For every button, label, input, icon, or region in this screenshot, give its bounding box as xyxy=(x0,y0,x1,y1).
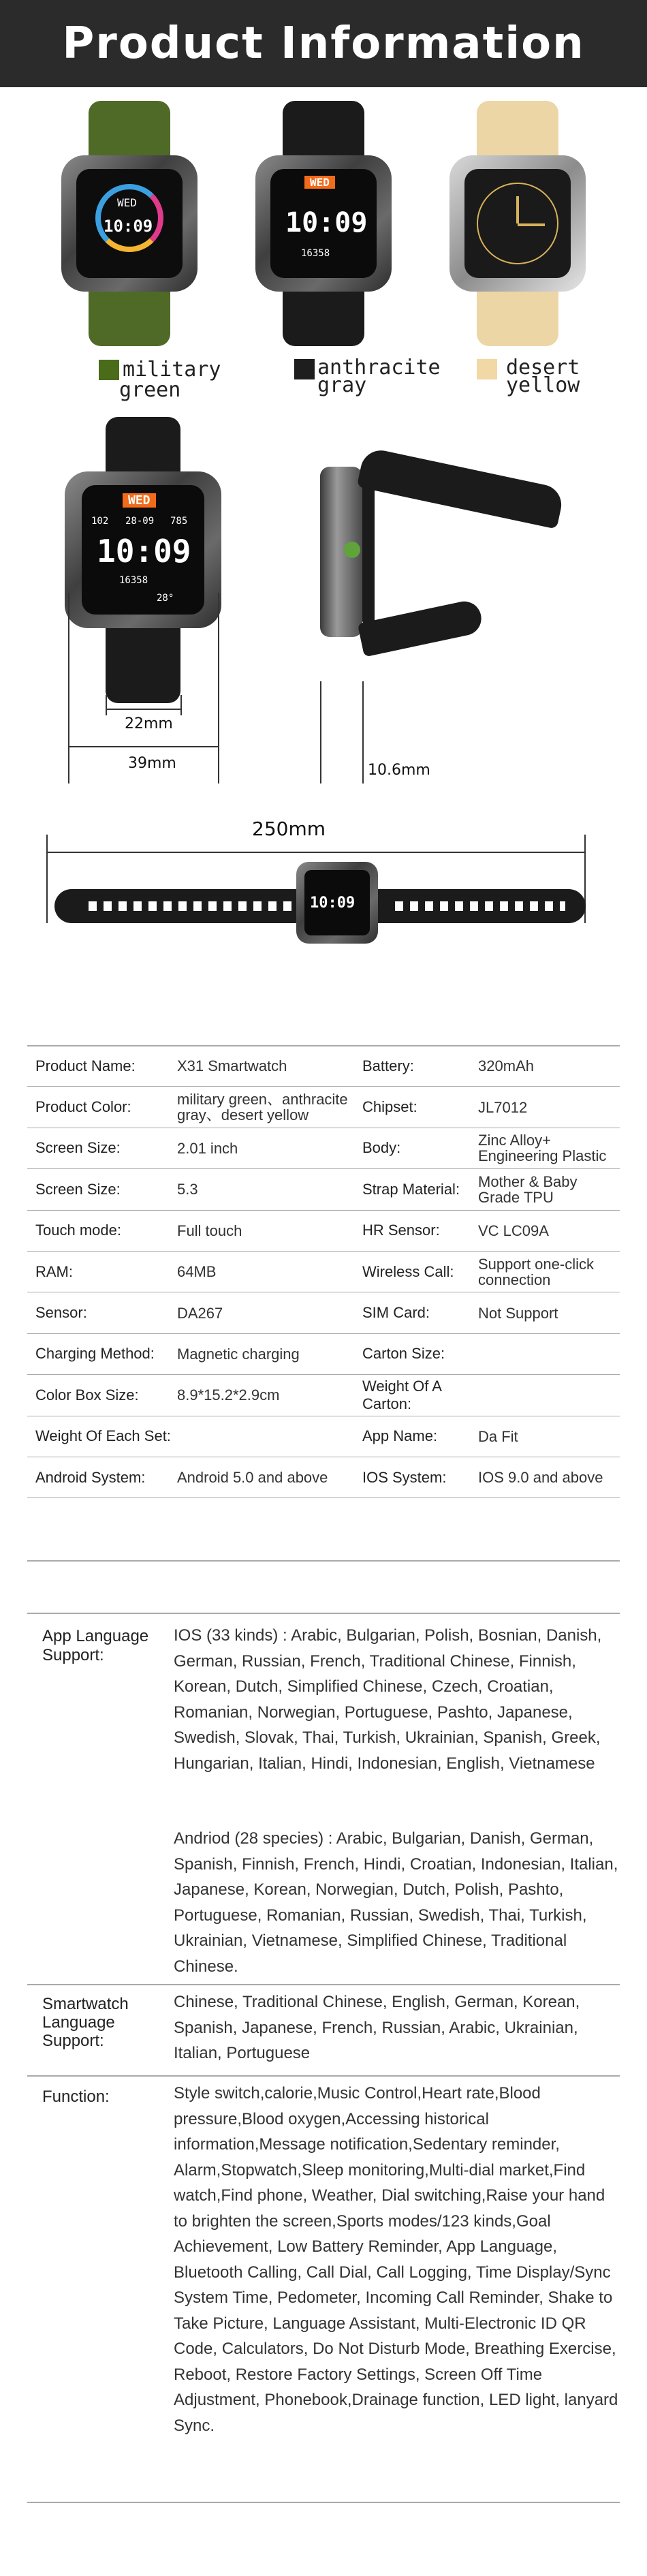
watch-side-view xyxy=(320,419,593,705)
watch2-day: WED xyxy=(304,176,335,189)
spec-value: military green、anthracite gray、desert yellow xyxy=(177,1091,348,1124)
spec-value: IOS 9.0 and above xyxy=(478,1469,603,1487)
color-anthracite-gray-line1: anthracite xyxy=(317,356,441,379)
spec-row xyxy=(27,1457,620,1498)
front-small-date: 28-09 xyxy=(125,516,155,527)
spec-label: Product Color: xyxy=(35,1098,131,1116)
spec-label: Body: xyxy=(362,1139,401,1157)
spec-label: Product Name: xyxy=(35,1057,136,1074)
color-desert-yellow-line1: desert xyxy=(506,356,580,379)
watch2-time: 10:09 xyxy=(285,207,368,238)
spec-label: Sensor: xyxy=(35,1304,87,1322)
watch-anthracite-gray xyxy=(255,101,392,346)
spec-label: Weight Of A Carton: xyxy=(362,1377,441,1412)
front-small-hr: 785 xyxy=(170,516,188,527)
spec-label: Battery: xyxy=(362,1057,414,1074)
spec-label: Wireless Call: xyxy=(362,1262,454,1280)
spec-value: Da Fit xyxy=(478,1427,518,1445)
length-time: 10:09 xyxy=(310,895,356,912)
front-steps: 16358 xyxy=(119,575,148,586)
spec-label: Chipset: xyxy=(362,1098,417,1116)
function-text: Style switch,calorie,Music Control,Heart rate,Blood pressure,Blood oxygen,Accessing historical information,Message notification,Sedentary reminder, Alarm,Stopwatch,Sleep monitoring,Multi-dial market,Find watch,Find phone, Weather, Dial switching,Raise your hand to brighten the screen,Sports modes/123 kinds,Goal Achievement, Low Battery Reminder, App Language, Bluetooth Calling, Call Dial, Call Logging, Time Display/Sync System Time, Pedometer, Incoming Call Reminder, Shake to Take Picture, Language Assistant, Multi-Electronic ID QR Code, Calculators, Do Not Disturb Mode, Breathing Exercise, Reboot, Restore Factory Settings, Screen Off Time Adjustment, Phonebook,Drainage function, LED light, lanyard Sync. xyxy=(174,2084,618,2435)
watch2-steps: 16358 xyxy=(301,248,330,259)
spec-label: Screen Size: xyxy=(35,1180,121,1198)
spec-value xyxy=(478,1375,621,1415)
spec-table xyxy=(27,1046,620,1498)
spec-row xyxy=(27,1334,620,1375)
spec-label: Android System: xyxy=(35,1468,146,1486)
case-width-label: 39mm xyxy=(128,755,176,772)
spec-row xyxy=(27,1087,620,1128)
spec-value: Android 5.0 and above xyxy=(177,1469,328,1487)
header-banner xyxy=(0,0,647,87)
spec-label: IOS System: xyxy=(362,1468,447,1486)
thickness-label: 10.6mm xyxy=(368,762,430,779)
spec-row xyxy=(27,1211,620,1252)
spec-value: Magnetic charging xyxy=(177,1345,300,1363)
watch-language-section xyxy=(27,1988,620,2073)
function-label: Function: xyxy=(42,2088,110,2106)
spec-label: Touch mode: xyxy=(35,1222,121,1239)
spec-label: Strap Material: xyxy=(362,1180,460,1198)
spec-value: VC LC09A xyxy=(478,1222,549,1239)
watch-language-label: Smartwatch Language Support: xyxy=(42,1995,129,2050)
watch-language-text: Chinese, Traditional Chinese, English, German, Korean, Spanish, Japanese, French, Russian, Arabic, Ukrainian, Italian, Portuguese xyxy=(174,1993,580,2062)
spec-value xyxy=(478,1334,621,1374)
spec-value: 2.01 inch xyxy=(177,1139,238,1157)
swatch-anthracite-gray xyxy=(294,359,315,379)
case-width-line xyxy=(68,746,218,747)
spec-value: Not Support xyxy=(478,1304,558,1322)
page-title: Product Information xyxy=(62,18,585,69)
spec-value: Full touch xyxy=(177,1222,242,1239)
spec-value: 8.9*15.2*2.9cm xyxy=(177,1386,280,1404)
spec-row xyxy=(27,1046,620,1087)
color-military-green-line1: military xyxy=(123,358,221,382)
spec-value: Zinc Alloy+ Engineering Plastic xyxy=(478,1132,607,1165)
spec-label: Carton Size: xyxy=(362,1345,445,1363)
front-small-battery: 102 xyxy=(91,516,109,527)
spec-value: Mother & Baby Grade TPU xyxy=(478,1173,578,1206)
watch-front-view xyxy=(65,417,221,703)
watch1-time: 10:09 xyxy=(104,217,153,236)
length-line xyxy=(46,852,584,853)
spec-value: Support one-click connection xyxy=(478,1255,594,1288)
front-temp: 28° xyxy=(157,593,174,604)
spec-value: 5.3 xyxy=(177,1181,198,1198)
spec-row xyxy=(27,1292,620,1333)
spec-label: App Name: xyxy=(362,1427,438,1445)
spec-value: 320mAh xyxy=(478,1057,534,1075)
spec-label: RAM: xyxy=(35,1262,73,1280)
spec-label: SIM Card: xyxy=(362,1304,430,1322)
spec-row xyxy=(27,1375,620,1416)
strap-width-line xyxy=(106,709,180,710)
spec-row xyxy=(27,1416,620,1457)
spec-row xyxy=(27,1169,620,1210)
color-military-green-line2: green xyxy=(119,378,181,402)
color-anthracite-gray-line2: gray xyxy=(317,373,367,397)
watch1-day: WED xyxy=(117,196,137,209)
spec-value: 64MB xyxy=(177,1263,217,1281)
spec-label: Charging Method: xyxy=(35,1345,155,1363)
app-language-section xyxy=(27,1621,620,1983)
app-language-ios: IOS (33 kinds) : Arabic, Bulgarian, Polish, Bosnian, Danish, German, Russian, French, Traditional Chinese, Finnish, Korean, Dutch, Simplified Chinese, Czech, Croatian, Romanian, Norwegian, Portuguese, Pashto, Japanese, Swedish, Slovak, Thai, Turkish, Ukrainian, Spanish, Greek, Hungarian, Italian, Hindi, Indonesian, English, Vietnamese xyxy=(174,1626,602,1773)
watch-desert-yellow xyxy=(449,101,586,346)
front-time: 10:09 xyxy=(97,533,191,570)
spec-row xyxy=(27,1128,620,1169)
spec-label: Weight Of Each Set: xyxy=(35,1427,171,1445)
length-label: 250mm xyxy=(252,818,326,840)
spec-value: JL7012 xyxy=(478,1098,528,1116)
spec-value: DA267 xyxy=(177,1304,223,1322)
app-language-label: App Language Support: xyxy=(42,1627,149,1664)
function-section xyxy=(27,2079,620,2502)
strap-width-label: 22mm xyxy=(125,715,173,732)
swatch-desert-yellow xyxy=(477,359,497,379)
front-day: WED xyxy=(123,493,156,508)
spec-label: HR Sensor: xyxy=(362,1222,440,1239)
spec-label: Screen Size: xyxy=(35,1139,121,1157)
watch-military-green xyxy=(61,101,198,346)
spec-value xyxy=(177,1416,354,1457)
swatch-military-green xyxy=(99,360,119,380)
spec-value: X31 Smartwatch xyxy=(177,1057,287,1075)
color-desert-yellow-line2: yellow xyxy=(506,373,580,397)
spec-label: Color Box Size: xyxy=(35,1386,139,1403)
watch-length-view xyxy=(54,862,586,944)
app-language-android: Andriod (28 species) : Arabic, Bulgarian, Danish, German, Spanish, Finnish, French, Hindi, Croatian, Indonesian, Italian, Japanese, Korean, Norwegian, Dutch, Polish, Pashto, Portuguese, Romanian, Russian, Swedish, Thai, Turkish, Ukrainian, Vietnamese, Simplified Chinese, Traditional Chinese. xyxy=(174,1829,618,1976)
spec-row xyxy=(27,1252,620,1292)
